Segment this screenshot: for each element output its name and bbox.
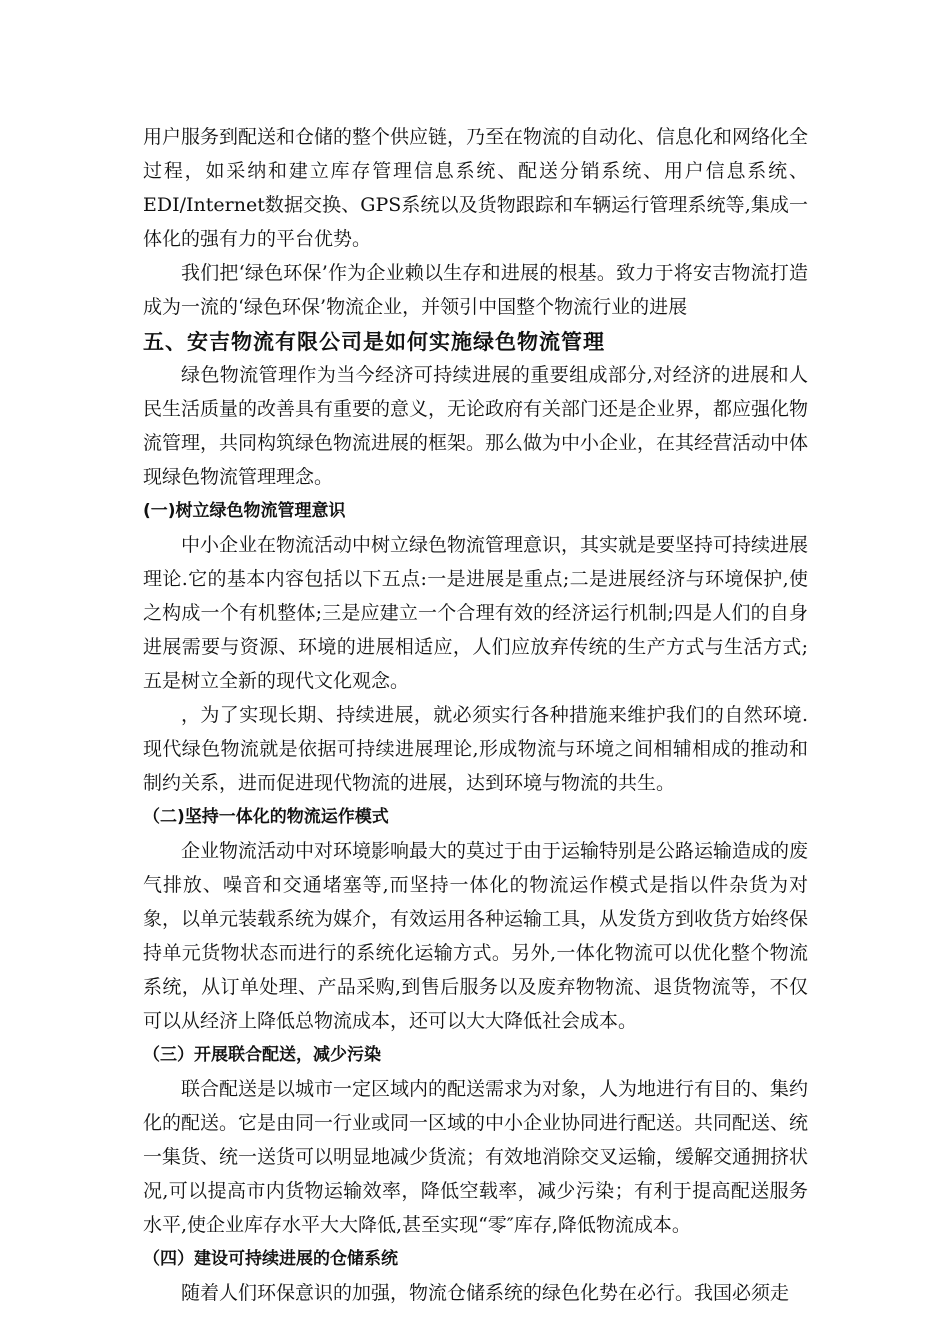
subheading-2: （二)坚持一体化的物流运作模式 <box>143 807 389 827</box>
subheading-4: （四）建设可持续进展的仓储系统 <box>143 1249 398 1269</box>
paragraph-green-management-intro: 绿色物流管理作为当今经济可持续进展的重要组成部分,对经济的进展和人民生活质量的改善具有重要的意义，无论政府有关部门还是企业界，都应强化物流管理，共同构筑绿色物流进展的框架。那么做为中小企业，在其经营活动中体现绿色物流管理理念。 <box>143 364 809 488</box>
paragraph-green-foundation: 我们把‘绿色环保’作为企业赖以生存和进展的根基。致力于将安吉物流打造成为一流的‘绿色环保’物流企业，并领引中国整个物流行业的进展 <box>143 262 808 318</box>
subheading-3: （三）开展联合配送，减少污染 <box>143 1045 381 1065</box>
paragraph-joint-distribution: 联合配送是以城市一定区域内的配送需求为对象，人为地进行有目的、集约化的配送。它是由同一行业或同一区域的中小企业协同进行配送。共同配送、统一集货、统一送货可以明显地减少货流；有效地消除交叉运输，缓解交通拥挤状况,可以提高市内货物运输效率，降低空载率，减少污染；有利于提高配送服务水平,使企业库存水平大大降低,甚至实现“零″库存,降低物流成本。 <box>143 1078 809 1236</box>
section-heading-5: 五、安吉物流有限公司是如何实施绿色物流管理 <box>143 330 605 354</box>
paragraph-platform-advantage: 用户服务到配送和仓储的整个供应链，乃至在物流的自动化、信息化和网络化全过程，如采纳和建立库存管理信息系统、配送分销系统、用户信息系统、EDI/Internet数据交换、GPS系统以及货物跟踪和车辆运行管理系统等,集成一体化的强有力的平台优势。 <box>143 126 809 250</box>
paragraph-environment-symbiosis: ，为了实现长期、持续进展，就必须实行各种措施来维护我们的自然环境.现代绿色物流就是依据可持续进展理论,形成物流与环境之间相辅相成的推动和制约关系，进而促进现代物流的进展，达到环境与物流的共生。 <box>143 704 808 794</box>
document-body <box>143 120 808 1310</box>
paragraph-integrated-logistics: 企业物流活动中对环境影响最大的莫过于由于运输特别是公路运输造成的废气排放、噪音和交通堵塞等,而坚持一体化的物流运作模式是指以件杂货为对象，以单元装载系统为媒介，有效运用各种运输工具，从发货方到收货方始终保持单元货物状态而进行的系统化运输方式。另外,一体化物流可以优化整个物流系统，从订单处理、产品采购,到售后服务以及废弃物物流、退货物流等，不仅可以从经济上降低总物流成本，还可以大大降低社会成本。 <box>143 840 809 1032</box>
paragraph-warehouse-system: 随着人们环保意识的加强，物流仓储系统的绿色化势在必行。我国必须走 <box>181 1282 790 1304</box>
subheading-1: (一)树立绿色物流管理意识 <box>143 501 346 521</box>
paragraph-sustainable-theory: 中小企业在物流活动中树立绿色物流管理意识，其实就是要坚持可持续进展理论.它的基本内容包括以下五点:一是进展是重点;二是进展经济与环境保护,使之构成一个有机整体;三是应建立一个合理有效的经济运行机制;四是人们的自身进展需要与资源、环境的进展相适应，人们应放弃传统的生产方式与生活方式;五是树立全新的现代文化观念。 <box>143 534 809 692</box>
